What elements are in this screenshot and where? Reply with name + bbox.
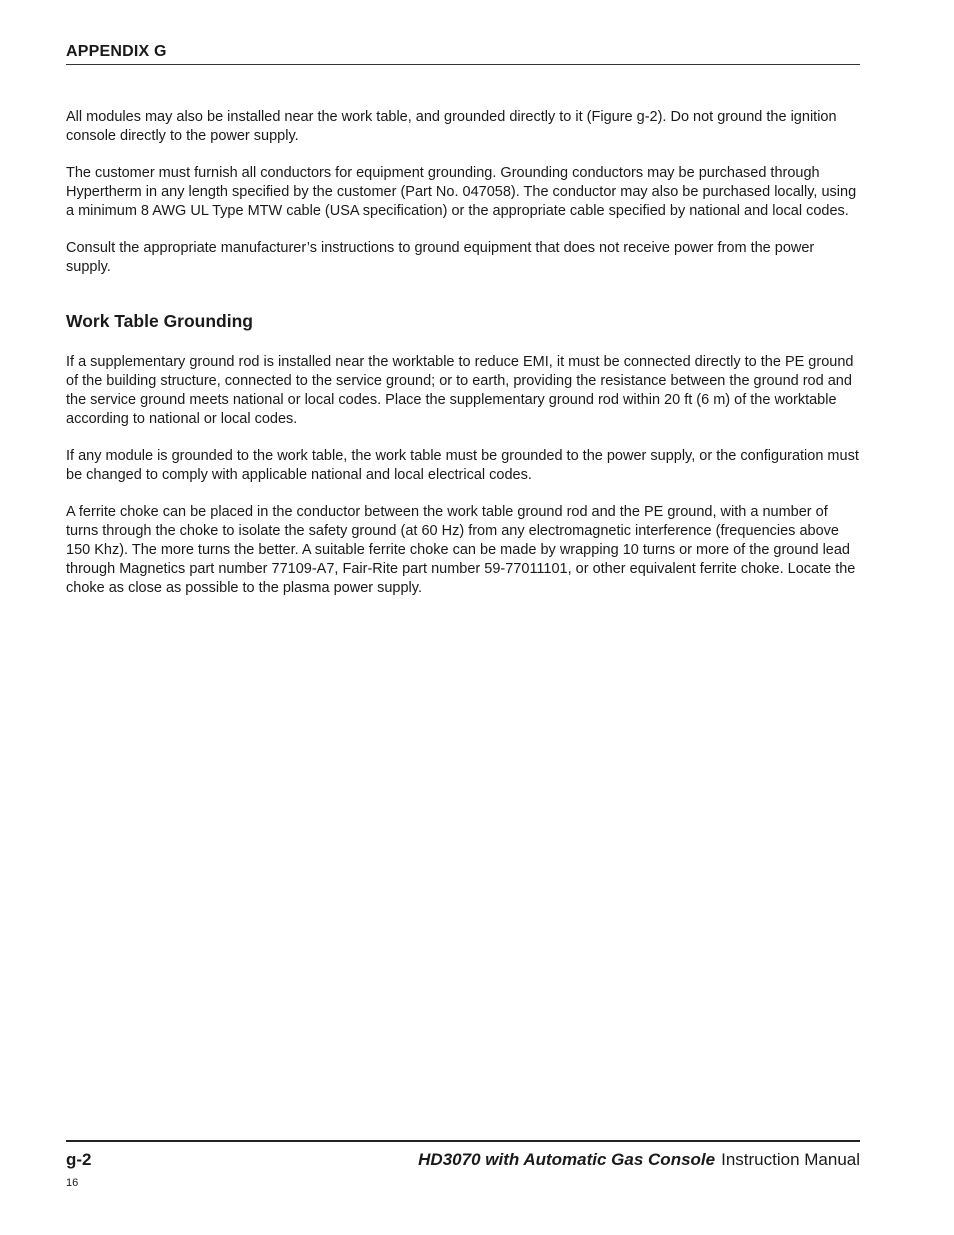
page-content — [66, 108, 860, 616]
section-paragraph-2: If any module is grounded to the work table, the work table must be grounded to the power supply, or the configuration must be changed to comply with applicable national and local electrical codes. — [66, 448, 859, 483]
section-paragraph-1: If a supplementary ground rod is installed near the worktable to reduce EMI, it must be connected directly to the PE ground of the building structure, connected to the service ground; or to earth, providing the resistance between the ground rod and the service ground meets national or local codes. Place the supplementary ground rod within 20 ft (6 m) of the worktable according to national or local codes. — [66, 354, 854, 427]
header-divider — [66, 64, 860, 65]
page-number: g-2 — [66, 1150, 92, 1169]
section-paragraph-3: A ferrite choke can be placed in the conductor between the work table ground rod and the PE ground, with a number of turns through the choke to isolate the safety ground (at 60 Hz) from any electromagnetic interference (frequencies above 150 Khz). The more turns the better. A suitable ferrite choke can be made by wrapping 10 turns or more of the ground lead through Magnetics part number 77109-A7, Fair-Rite part number 59-77011101, or other equivalent ferrite choke. Locate the choke as close as possible to the plasma power supply. — [66, 504, 856, 596]
sheet-number: 16 — [66, 1177, 79, 1189]
product-name: HD3070 with Automatic Gas Console — [418, 1150, 716, 1169]
footer-divider — [66, 1140, 860, 1142]
intro-paragraph-1: All modules may also be installed near the work table, and grounded directly to it (Figure g-2). Do not ground the ignition console directly to the power supply. — [66, 109, 837, 144]
intro-paragraph-2: The customer must furnish all conductors for equipment grounding. Grounding conductors may be purchased through Hypertherm in any length specified by the customer (Part No. 047058). The conductor may also be purchased locally, using a minimum 8 AWG UL Type MTW cable (USA specification) or the appropriate cable specified by national and local codes. — [66, 165, 857, 219]
section-heading: Work Table Grounding — [66, 311, 253, 331]
manual-label: Instruction Manual — [721, 1150, 860, 1169]
appendix-title: APPENDIX G — [66, 43, 167, 60]
intro-paragraph-3: Consult the appropriate manufacturer’s instructions to ground equipment that does not receive power from the power supply. — [66, 240, 815, 275]
manual-title — [418, 1150, 860, 1170]
